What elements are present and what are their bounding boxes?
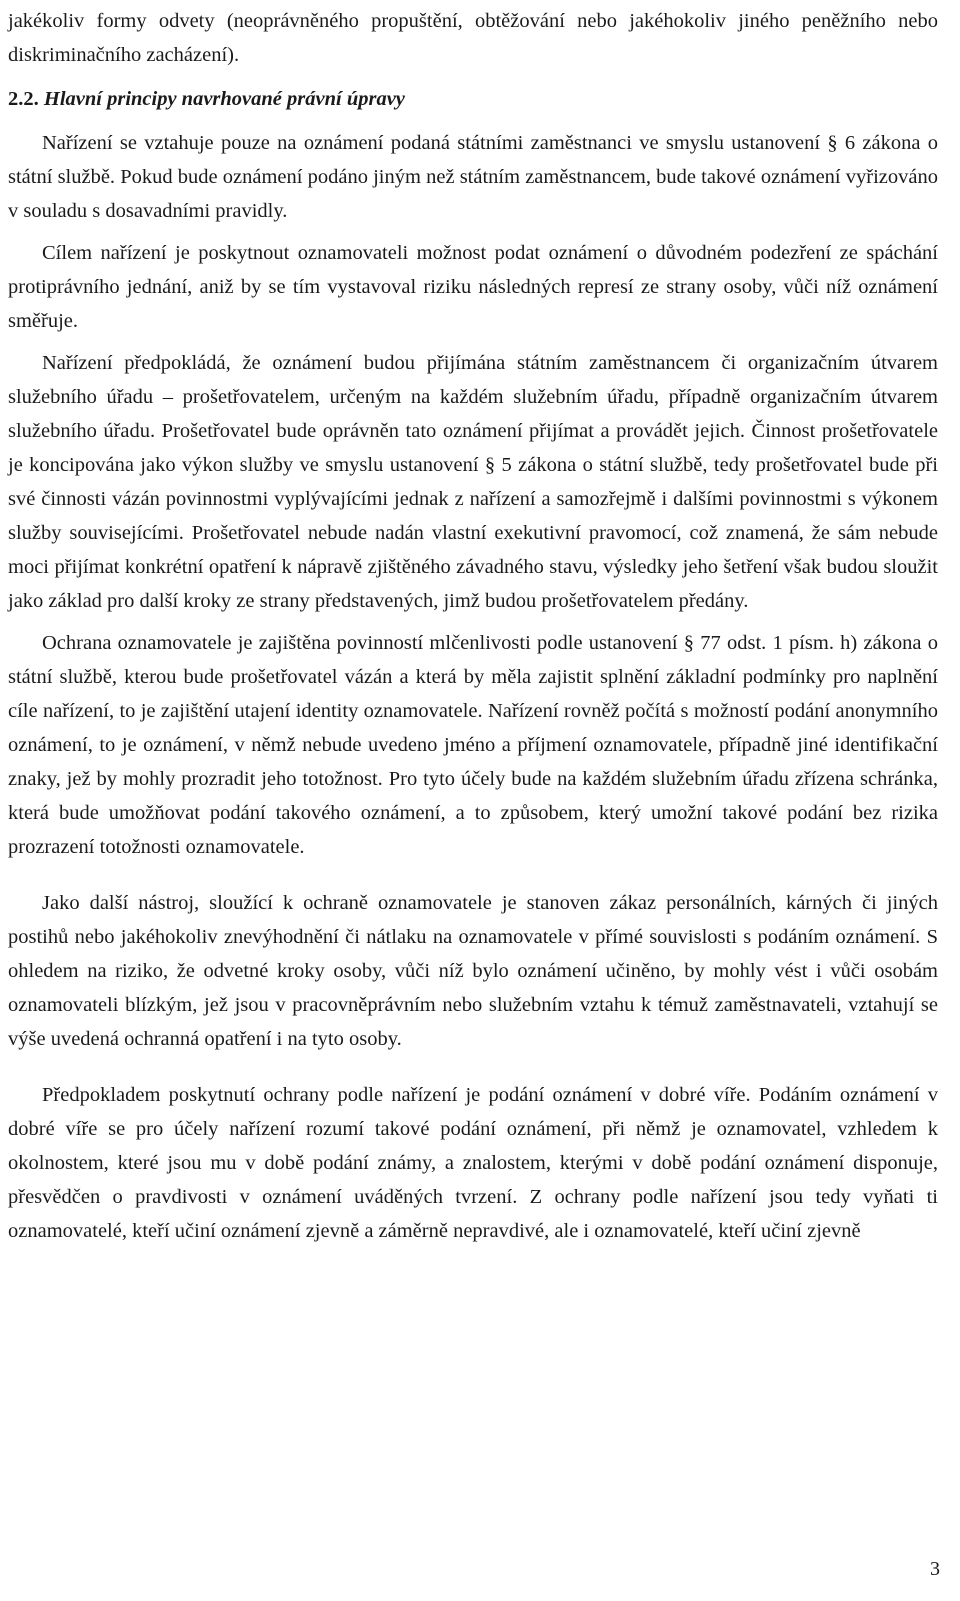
- section-number: 2.2.: [8, 88, 39, 110]
- page-number: 3: [930, 1558, 940, 1580]
- section-title: Hlavní principy navrhované právní úpravy: [43, 88, 405, 110]
- paragraph-good-faith: Předpokladem poskytnutí ochrany podle nařízení je podání oznámení v dobré víře. Podáním oznámení v dobré víře se pro účely nařízení rozumí takové podání oznámení, při němž je oznamovatel, vzhledem k okolnostem, které jsou mu v době podání známy, a znalostem, kterými v době podání oznámení disponuje, přesvědčen o pravdivosti v oznámení uváděných tvrzení. Z ochrany podle nařízení jsou tedy vyňati ti oznamovatelé, kteří učiní oznámení zjevně a záměrně nepravdivé, ale i oznamovatelé, kteří učiní zjevně: [8, 1084, 938, 1242]
- paragraph-goal: Cílem nařízení je poskytnout oznamovateli možnost podat oznámení o důvodném podezření ze spáchání protiprávního jednání, aniž by se tím vystavoval riziku následných represí ze strany osoby, vůči níž oznámení směřuje.: [8, 242, 938, 332]
- section-heading: [8, 82, 938, 116]
- intro-paragraph: jakékoliv formy odvety (neoprávněného propuštění, obtěžování nebo jakéhokoliv jiného peněžního nebo diskriminačního zacházení).: [8, 10, 938, 66]
- paragraph-sanctions: Jako další nástroj, sloužící k ochraně oznamovatele je stanoven zákaz personálních, kárných či jiných postihů nebo jakéhokoliv znevýhodnění či nátlaku na oznamovatele v přímé souvislosti s podáním oznámení. S ohledem na riziko, že odvetné kroky osoby, vůči níž bylo oznámení učiněno, by mohly vést i vůči osobám oznamovateli blízkým, jež jsou v pracovněprávním nebo služebním vztahu k témuž zaměstnavateli, vztahují se výše uvedená ochranná opatření i na tyto osoby.: [8, 892, 938, 1050]
- paragraph-protection: Ochrana oznamovatele je zajištěna povinností mlčenlivosti podle ustanovení § 77 odst. 1 písm. h) zákona o státní službě, kterou bude prošetřovatel vázán a která by měla zajistit splnění základní podmínky pro naplnění cíle nařízení, to je zajištění utajení identity oznamovatele. Nařízení rovněž počítá s možností podání anonymního oznámení, to je oznámení, v němž nebude uvedeno jméno a příjmení oznamovatele, případně jiné identifikační znaky, jež by mohly prozradit jeho totožnost. Pro tyto účely bude na každém služebním úřadu zřízena schránka, která bude umožňovat podání takového oznámení, a to způsobem, který umožní takové podání bez rizika prozrazení totožnosti oznamovatele.: [8, 632, 938, 858]
- paragraph-scope: Nařízení se vztahuje pouze na oznámení podaná státními zaměstnanci ve smyslu ustanovení § 6 zákona o státní službě. Pokud bude oznámení podáno jiným než státním zaměstnancem, bude takové oznámení vyřizováno v souladu s dosavadními pravidly.: [8, 132, 938, 222]
- paragraph-investigator: Nařízení předpokládá, že oznámení budou přijímána státním zaměstnancem či organizačním útvarem služebního úřadu – prošetřovatelem, určeným na každém služebním úřadu, případně organizačním útvarem služebního úřadu. Prošetřovatel bude oprávněn tato oznámení přijímat a provádět jejich. Činnost prošetřovatele je koncipována jako výkon služby ve smyslu ustanovení § 5 zákona o státní službě, tedy prošetřovatel bude při své činnosti vázán povinnostmi vyplývajícími jednak z nařízení a samozřejmě i dalšími povinnostmi s výkonem služby souvisejícími. Prošetřovatel nebude nadán vlastní exekutivní pravomocí, což znamená, že sám nebude moci přijímat konkrétní opatření k nápravě zjištěného závadného stavu, výsledky jeho šetření však budou sloužit jako základ pro další kroky ze strany představených, jimž budou prošetřovatelem předány.: [8, 352, 938, 612]
